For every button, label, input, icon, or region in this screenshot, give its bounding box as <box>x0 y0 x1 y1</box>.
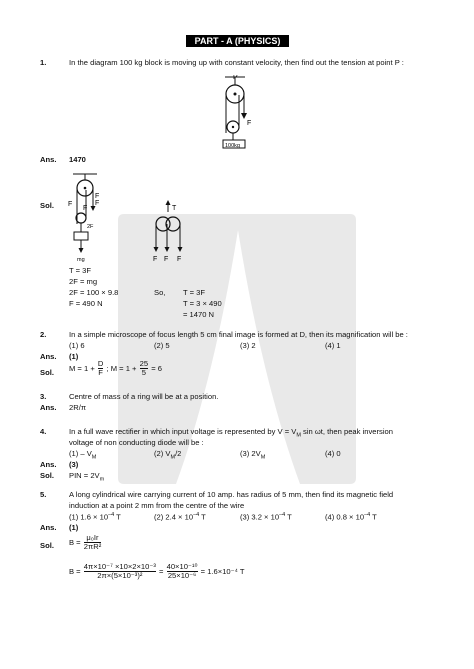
q1-sol-label: Sol. <box>40 201 54 210</box>
q1-sol-line-1: T = 3F <box>69 266 92 275</box>
q4-ans: (3) <box>69 460 79 469</box>
q5-ans: (1) <box>69 523 79 532</box>
q1-sol-right-3: = 1470 N <box>183 310 215 319</box>
q2-option-2: (2) 5 <box>154 341 170 350</box>
section-header: PART - A (PHYSICS) <box>186 35 289 47</box>
svg-text:F: F <box>177 256 182 263</box>
q2-text: In a simple microscope of focus length 5 cm final image is formed at D, then its magnification will be : <box>69 330 408 339</box>
q1-sol-right-1: T = 3F <box>183 288 206 297</box>
svg-text:mg: mg <box>77 257 85 263</box>
q4-option-2: (2) $V_M/2$ <box>154 449 182 461</box>
svg-text:2F: 2F <box>87 224 94 230</box>
q5-line-1: A long cylindrical wire carrying current of 10 amp. has radius of 5 mm, then find its magnetic field <box>69 490 394 499</box>
q4-line-1: In a full wave rectifier in which input voltage is represented by $V = V_M$ sin ωt, then peak inversion <box>69 427 393 439</box>
svg-text:F: F <box>68 201 73 208</box>
q5-option-2: (2) $2.4 \times 10^{-4}$ T <box>154 512 206 522</box>
svg-text:F: F <box>153 256 158 263</box>
q1-so: So, <box>154 288 166 297</box>
q4-option-4: (4) 0 <box>325 449 341 458</box>
q1-sol-figure-left <box>65 172 105 267</box>
q2-number: 2. <box>40 330 47 339</box>
q4-option-1: $(1) - V_M$ <box>69 449 97 461</box>
q4-option-3: (3) $2V_M$ <box>240 449 266 461</box>
q4-sol: PIN = $2V_m$ <box>69 471 105 483</box>
q4-ans-label: Ans. <box>40 460 57 469</box>
q1-ans: 1470 <box>69 155 86 164</box>
q4-sol-label: Sol. <box>40 471 54 480</box>
q5-sol-eq-1: B = $\frac{\text{μ₀Ir}}{\text{2πR²}}$ <box>69 533 102 551</box>
q3-text: Centre of mass of a ring will be at a position. <box>69 392 219 401</box>
q3-ans: 2R/π <box>69 403 87 412</box>
q2-option-3: (3) 2 <box>240 341 256 350</box>
svg-text:F: F <box>95 200 100 207</box>
q1-label-block: 100kg <box>225 143 240 149</box>
q1-text: In the diagram 100 kg block is moving up with constant velocity, then find out the tension at point P : <box>69 58 404 67</box>
q4-number: 4. <box>40 427 47 436</box>
q5-option-4: (4) $0.8 \times 10^{-4}$ T <box>325 512 377 522</box>
q5-option-1: (1) $1.6 \times 10^{-4}$ T <box>69 512 121 522</box>
q1-ans-label: Ans. <box>40 155 57 164</box>
svg-text:T: T <box>172 205 177 212</box>
q2-ans-label: Ans. <box>40 352 57 361</box>
q2-option-1: (1) 6 <box>69 341 85 350</box>
q4-line-2: voltage of non conducting diode will be : <box>69 438 204 447</box>
q1-label-p: P <box>233 75 238 81</box>
q5-ans-label: Ans. <box>40 523 57 532</box>
q1-number: 1. <box>40 58 47 67</box>
q5-sol-label: Sol. <box>40 541 54 550</box>
q1-sol-line-2: 2F = mg <box>69 277 98 286</box>
q2-ans: (1) <box>69 352 79 361</box>
q3-ans-label: Ans. <box>40 403 57 412</box>
svg-text:F: F <box>164 256 169 263</box>
q3-number: 3. <box>40 392 47 401</box>
q5-option-3: (3) $3.2 \times 10^{-4}$ T <box>240 512 292 522</box>
q5-sol-eq-2: B = $\frac{\text{4π×10⁻⁷ ×10×2×10⁻³}}{\text{2π×(5×10⁻³)²}}$ = $\frac{\text{40×10⁻¹⁰}}{\text{25×10⁻⁶}}$ = 1.6×10⁻⁴ T <box>69 562 245 580</box>
q2-sol-label: Sol. <box>40 368 54 377</box>
q1-sol-figure-right <box>148 200 188 265</box>
q1-sol-line-4: F = 490 N <box>69 299 103 308</box>
q1-sol-right-2: T = 3 × 490 <box>183 299 222 308</box>
q1-pulley-figure <box>215 75 265 155</box>
q2-option-4: (4) 1 <box>325 341 341 350</box>
q1-sol-line-3: 2F = 100 × 9.8 <box>69 288 119 297</box>
svg-text:F: F <box>95 193 100 200</box>
q2-sol-equation: M = 1 + $\frac{D}{F}$ ; M = 1 + $\frac{25}{5}$ = 6 <box>69 359 162 377</box>
q5-line-2: induction at a point 2 mm from the centre of the wire <box>69 501 245 510</box>
q1-label-f: F <box>247 120 252 127</box>
q5-number: 5. <box>40 490 47 499</box>
svg-text:F: F <box>83 205 88 212</box>
